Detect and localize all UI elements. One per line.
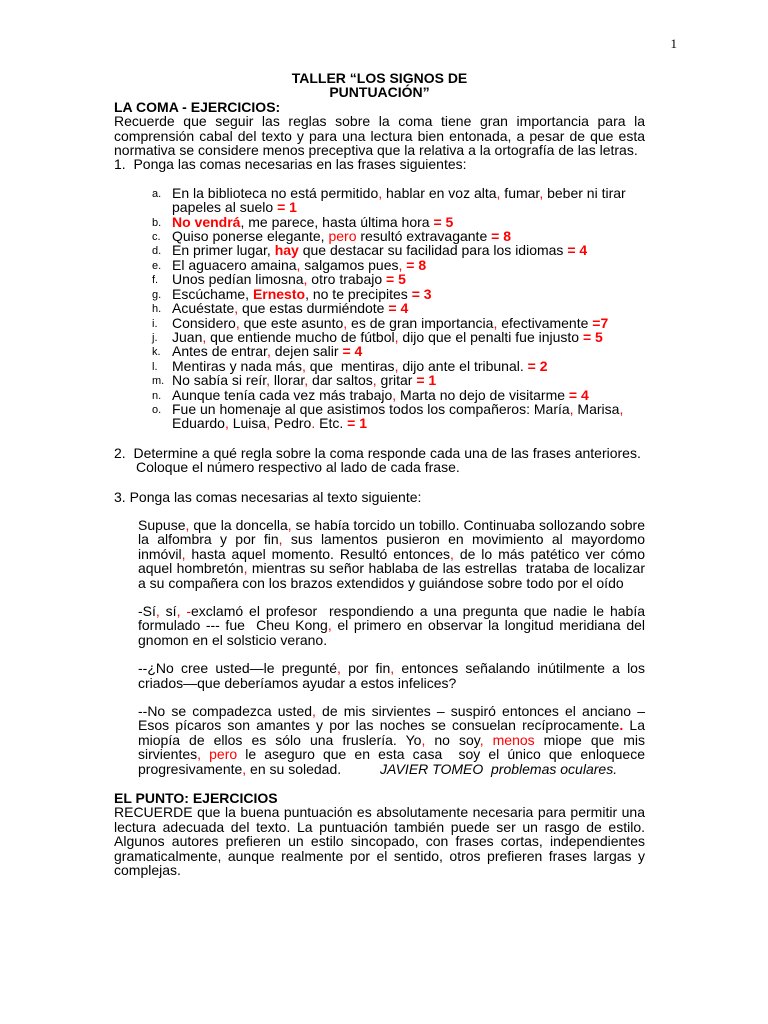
- text-segment: Unos pedían limosna: [172, 271, 304, 288]
- text-segment: le aseguro que en esta casa soy el único que enloquece progresivamente: [138, 746, 645, 777]
- highlighted-text: ,: [197, 746, 202, 763]
- text-segment: dijo que el penalti fue injusto: [398, 328, 583, 345]
- text-paragraph: [114, 518, 645, 590]
- highlighted-text: pero: [328, 228, 357, 245]
- highlighted-text: ,: [569, 400, 574, 417]
- text-segment: Escúchame,: [172, 285, 253, 302]
- text-segment: efectivamente: [497, 314, 593, 331]
- text-segment: que estas durmiéndote: [238, 300, 389, 317]
- highlighted-text: hay: [274, 242, 299, 259]
- sentence-marker: i.: [152, 317, 158, 330]
- text-segment: exclamó el profesor respondiendo a una pregunta que nadie le había formulado --- fue Cheu Kong: [138, 603, 645, 634]
- sentence-marker: e.: [152, 259, 162, 272]
- highlighted-text: = 5: [386, 271, 406, 288]
- highlighted-text: ,: [234, 300, 239, 317]
- highlighted-text: ,: [619, 400, 624, 417]
- text-segment: El aguacero amaina: [172, 256, 297, 273]
- sentence-item: [114, 344, 645, 358]
- text-segment: que mentiras: [305, 357, 395, 374]
- text-segment: Antes de entrar: [172, 343, 267, 360]
- text-segment: entonces señalando inútilmente a los criados—que deberíamos ayudar a estos infelices?: [138, 660, 645, 691]
- sentence-marker: f.: [152, 274, 159, 287]
- highlighted-text: ,: [176, 603, 181, 619]
- highlighted-text: ,: [301, 357, 306, 374]
- sentence-item: [114, 186, 645, 215]
- text-segment: en su soledad.: [246, 760, 381, 777]
- text-segment: , me parece, hasta última hora: [240, 213, 434, 230]
- text-paragraph: [114, 604, 645, 647]
- highlighted-text: = 8: [406, 256, 427, 273]
- highlighted-text: ,: [266, 343, 271, 360]
- highlighted-text: No vendrá: [172, 213, 241, 230]
- sentence-item: [114, 301, 645, 315]
- highlighted-text: -: [186, 603, 192, 619]
- coma-intro: Recuerde que seguir las reglas sobre la coma tiene gran importancia para la comprensión cabal del texto y para una lectura bien entonada, a pesar de que esta normativa se considere menos preceptiva que la relativa a la ortografía de las letras.: [114, 113, 645, 159]
- sentence-marker: c.: [152, 231, 161, 244]
- highlighted-text: ,: [185, 516, 190, 533]
- sentence-marker: j.: [152, 331, 158, 344]
- text-segment: el primero en observar la longitud meridiana del gnomon en el solsticio verano.: [138, 617, 645, 648]
- sentence-item: [114, 316, 645, 330]
- highlighted-text: ,: [390, 660, 395, 677]
- highlighted-text: = 5: [582, 328, 603, 345]
- highlighted-text: ,: [242, 760, 247, 777]
- text-segment: dar saltos: [308, 372, 373, 389]
- text-segment: Juan: [172, 328, 203, 345]
- highlighted-text: ,: [312, 703, 316, 720]
- question-1: 1. Ponga las comas necesarias en las frases siguientes:: [114, 156, 467, 173]
- sentence-item: [114, 330, 645, 344]
- text-segment: Etc.: [315, 415, 348, 432]
- sentence-item: [114, 229, 645, 243]
- sentence-item: [114, 287, 645, 301]
- text-segment: Fue un homenaje al que asistimos todos los compañeros: María: [172, 400, 570, 417]
- text-segment: otro trabajo: [307, 271, 387, 288]
- sentence-item: [114, 373, 645, 387]
- sentence-marker: h.: [152, 303, 162, 316]
- highlighted-text: ,: [421, 731, 426, 748]
- text-segment: llorar: [270, 372, 305, 389]
- highlighted-text: ,: [398, 256, 403, 273]
- text-segment: de lo más patético ver cómo aquel hombretón: [138, 545, 645, 577]
- text-segment: Luisa: [228, 415, 267, 432]
- highlighted-text: ,: [155, 603, 160, 619]
- title-line-1: TALLER “LOS SIGNOS DE: [291, 70, 468, 86]
- text-segment: En primer lugar,: [172, 242, 275, 259]
- sentence-item: [114, 402, 645, 431]
- text-segment: --No se compadezca usted: [138, 703, 313, 720]
- highlighted-text: ,: [278, 531, 283, 548]
- text-segment: -Sí: [138, 603, 156, 619]
- text-segment: gritar: [376, 372, 417, 389]
- highlighted-text: ,: [266, 415, 271, 432]
- highlighted-text: ,: [287, 516, 292, 533]
- highlighted-text: ,: [337, 660, 341, 677]
- highlighted-text: pero: [209, 746, 238, 763]
- sentence-item: [114, 388, 645, 402]
- highlighted-text: ,: [450, 545, 454, 562]
- text-segment: sus lamentos pusieron en movimiento al mayordomo inmóvil: [138, 531, 645, 562]
- text-segment: Eduardo: [172, 415, 225, 432]
- text-segment: salgamos pues: [300, 256, 399, 273]
- text-paragraph: [114, 704, 645, 776]
- text-segment: La miopía de ellos es sólo una fruslería. Yo: [138, 717, 645, 748]
- document-body: [114, 71, 645, 878]
- highlighted-text: .: [311, 415, 316, 432]
- question-2: 2. Determine a qué regla sobre la coma responde cada una de las frases anteriores. Coloque el número respectivo al lado de cada frase.: [114, 444, 641, 476]
- text-segment: hasta aquel momento. Resultó entonces: [185, 545, 451, 562]
- text-segment: que destacar su facilidad para los idiomas: [298, 242, 568, 259]
- text-segment: de mis sirvientes – suspiró entonces el anciano – Esos pícaros son amantes y por las noches se consuelan recíprocamente: [138, 703, 645, 734]
- sentence-marker: o.: [152, 403, 162, 416]
- document-title: [114, 71, 645, 100]
- highlighted-text: = 4: [388, 300, 409, 317]
- highlighted-text: ,: [343, 314, 348, 331]
- title-line-2: PUNTUACIÓN”: [329, 84, 430, 101]
- text-segment: hablar en voz alta: [382, 184, 497, 201]
- highlighted-text: ,: [327, 617, 332, 634]
- text-segment: es de gran importancia: [347, 314, 494, 331]
- highlighted-text: = 1: [277, 199, 297, 216]
- highlighted-text: ,: [202, 328, 207, 345]
- sentence-marker: l.: [152, 360, 158, 373]
- text-segment: mientras su señor hablaba de las estrellas trataba de localizar a su compañera con los brazos extendidos y guiándose sobre todo por el oído: [138, 560, 645, 591]
- text-segment: , no te precipites: [305, 285, 412, 302]
- highlighted-text: ,: [394, 357, 399, 374]
- text-segment: Mentiras y nada más: [172, 357, 302, 374]
- sentence-marker: k.: [152, 346, 161, 359]
- text-segment: Quiso ponerse elegante,: [172, 228, 329, 245]
- text-segment: Acuéstate: [172, 300, 235, 317]
- sentence-marker: m.: [152, 375, 165, 388]
- highlighted-text: ,: [496, 184, 501, 201]
- highlighted-text: = 5: [433, 213, 454, 230]
- highlighted-text: ,: [303, 271, 308, 288]
- text-segment: beber ni tirar papeles al suelo: [172, 184, 626, 216]
- exercise-text: [114, 518, 645, 776]
- highlighted-text: = 8: [491, 228, 511, 245]
- text-segment: fumar: [500, 184, 540, 201]
- text-segment: Aunque tenía cada vez más trabajo: [172, 386, 393, 403]
- text-segment: no soy: [425, 731, 480, 748]
- sentence-item: [114, 243, 645, 257]
- sentence-item: [114, 215, 645, 229]
- sentence-marker: g.: [152, 288, 162, 301]
- sentence-marker: b.: [152, 216, 162, 229]
- text-segment: En la biblioteca no está permitido: [172, 184, 379, 201]
- highlighted-text: ,: [224, 415, 229, 432]
- text-segment: se había torcido un tobillo. Continuaba sollozando sobre la alfombra y por fin: [138, 516, 645, 548]
- highlighted-text: ,: [243, 560, 248, 577]
- highlighted-text: =7: [592, 314, 609, 331]
- highlighted-text: ,: [181, 545, 186, 562]
- highlighted-text: Ernesto: [252, 285, 306, 302]
- highlighted-text: = 4: [342, 343, 363, 360]
- highlighted-text: = 4: [567, 242, 588, 259]
- punto-heading: EL PUNTO: EJERCICIOS: [114, 790, 278, 807]
- text-segment: Marta no dejo de visitarme: [396, 386, 569, 403]
- text-segment: Supuse: [138, 516, 186, 533]
- sentence-item: [114, 258, 645, 272]
- punto-intro: RECUERDE que la buena puntuación es absolutamente necesaria para permitir una lectura adecuada del texto. La puntuación también puede ser un rasgo de estilo. Algunos autores prefieren un estilo sincopado, con frases cortas, independientes gramaticalmente, aunque realmente por el sentido, otros prefieren frases largas y complejas.: [114, 804, 645, 879]
- highlighted-text: = 1: [416, 372, 437, 389]
- coma-heading: LA COMA - EJERCICIOS:: [114, 98, 281, 115]
- text-segment: Pedro: [270, 415, 312, 432]
- sentence-list: [114, 186, 645, 431]
- highlighted-text: ,: [296, 256, 301, 273]
- sentence-marker: a.: [152, 187, 162, 200]
- highlighted-text: = 3: [411, 285, 432, 302]
- text-segment: dijo ante el tribunal.: [398, 357, 528, 374]
- highlighted-text: ,: [266, 372, 271, 389]
- highlighted-text: ,: [479, 731, 484, 748]
- text-segment: que la doncella: [189, 516, 288, 533]
- highlighted-text: .: [619, 717, 624, 734]
- highlighted-text: ,: [235, 314, 240, 331]
- highlighted-text: = 4: [568, 386, 589, 403]
- text-segment: --¿No cree usted—le pregunté: [138, 660, 337, 677]
- sentence-marker: d.: [152, 245, 162, 258]
- author-credit: JAVIER TOMEO problemas oculares.: [380, 760, 618, 777]
- highlighted-text: = 2: [527, 357, 548, 374]
- sentence-item: [114, 272, 645, 286]
- text-segment: No sabía si reír: [172, 372, 267, 389]
- page-number: 1: [670, 36, 677, 51]
- text-segment: que este asunto: [239, 314, 344, 331]
- highlighted-text: = 1: [347, 415, 367, 432]
- highlighted-text: ,: [493, 314, 498, 331]
- text-segment: sí: [159, 603, 177, 619]
- text-paragraph: [114, 661, 645, 690]
- sentence-marker: n.: [152, 389, 162, 402]
- highlighted-text: ,: [394, 328, 399, 345]
- text-segment: resultó extravagante: [356, 228, 492, 245]
- highlighted-text: menos: [492, 731, 535, 748]
- highlighted-text: ,: [392, 386, 397, 403]
- text-segment: Marisa: [573, 400, 620, 417]
- question-3: 3. Ponga las comas necesarias al texto siguiente:: [114, 488, 422, 505]
- highlighted-text: ,: [539, 184, 544, 201]
- highlighted-text: ,: [304, 372, 309, 389]
- text-segment: por fin: [340, 660, 391, 677]
- text-segment: Considero: [172, 314, 236, 331]
- text-segment: miope que mis sirvientes: [138, 731, 645, 763]
- text-segment: que entiende mucho de fútbol: [206, 328, 395, 345]
- highlighted-text: ,: [378, 184, 383, 201]
- sentence-item: [114, 359, 645, 373]
- text-segment: dejen salir: [270, 343, 343, 360]
- highlighted-text: ,: [372, 372, 377, 389]
